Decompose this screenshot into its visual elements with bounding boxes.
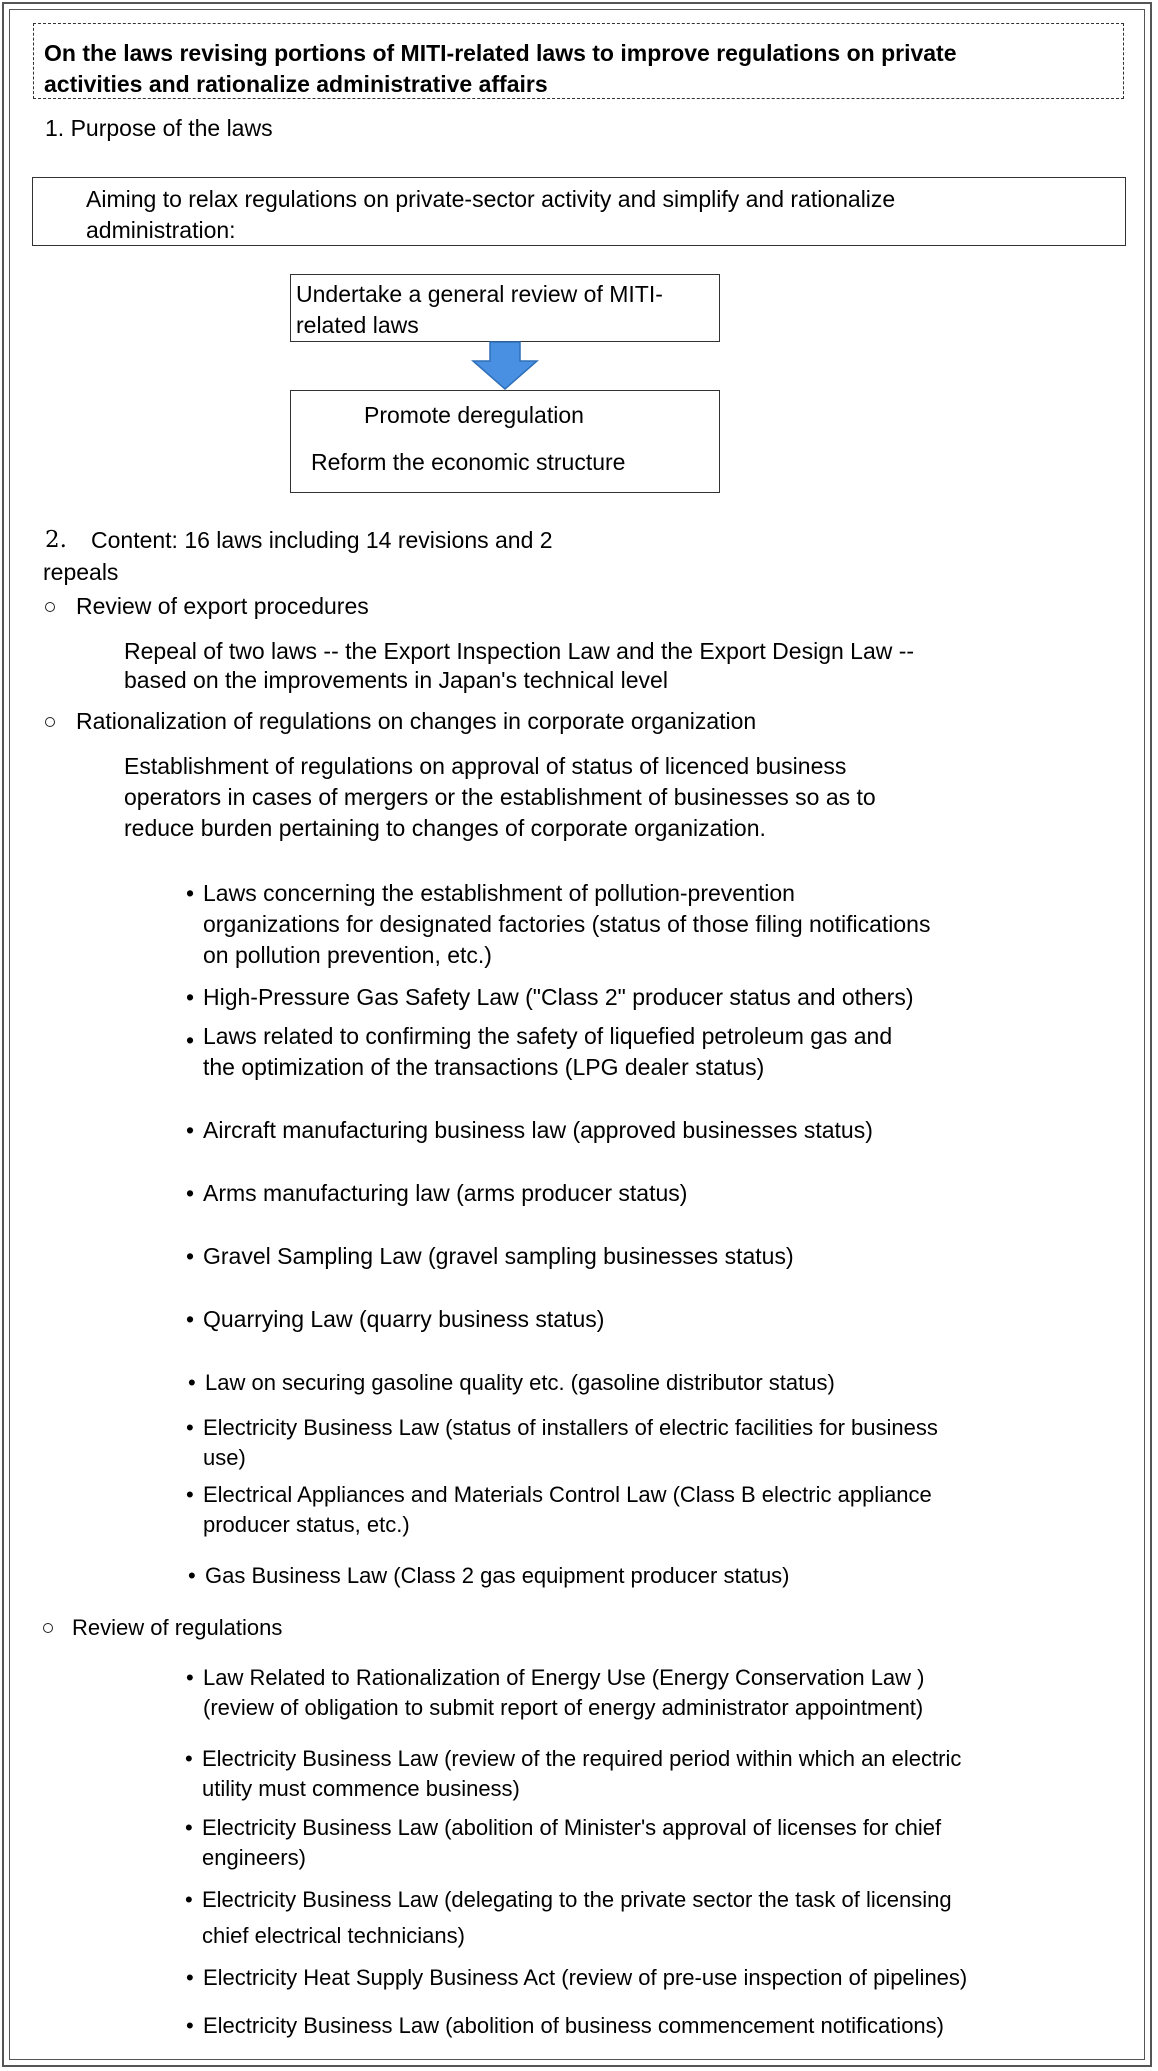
outcome-reform: Reform the economic structure xyxy=(311,449,626,475)
export-text-line-1: Repeal of two laws -- the Export Inspection Law and the Export Design Law -- xyxy=(124,638,915,664)
corporate-law-item xyxy=(186,1304,605,1335)
corporate-law-item xyxy=(186,1413,938,1473)
bullet-dot-icon: • xyxy=(185,1746,193,1771)
item-line: Electricity Business Law (status of installers of electric facilities for business xyxy=(203,1415,938,1440)
corporate-law-item xyxy=(186,878,931,971)
bullet-dot-icon: • xyxy=(186,1415,194,1440)
corporate-law-item xyxy=(188,1560,790,1591)
regulations-review-label: Review of regulations xyxy=(72,1615,283,1640)
export-review-label: Review of export procedures xyxy=(76,593,369,619)
title-line-1: On the laws revising portions of MITI-related laws to improve regulations on private xyxy=(44,40,957,66)
item-line: High-Pressure Gas Safety Law ("Class 2" producer status and others) xyxy=(203,984,914,1010)
item-line: Electrical Appliances and Materials Control Law (Class B electric appliance xyxy=(203,1482,932,1507)
regulation-law-item xyxy=(185,1882,952,1954)
bullet-dot-icon: • xyxy=(186,1965,194,1990)
item-line: Gravel Sampling Law (gravel sampling businesses status) xyxy=(203,1243,794,1269)
item-line: the optimization of the transactions (LPG dealer status) xyxy=(203,1054,765,1080)
section-2-number: 2. xyxy=(45,527,67,553)
bullet-dot-icon: • xyxy=(186,1243,195,1269)
item-line: Electricity Business Law (abolition of Minister's approval of licenses for chief xyxy=(202,1815,942,1840)
aim-line-2: administration: xyxy=(86,217,236,243)
bullet-dot-icon: • xyxy=(186,2013,194,2038)
item-line: Laws related to confirming the safety of liquefied petroleum gas and xyxy=(203,1023,893,1049)
item-line: Gas Business Law (Class 2 gas equipment producer status) xyxy=(205,1563,790,1588)
item-line: utility must commence business) xyxy=(202,1776,520,1801)
item-line: Aircraft manufacturing business law (approved businesses status) xyxy=(203,1117,873,1143)
circle-bullet-icon xyxy=(43,1623,53,1633)
item-line: Law on securing gasoline quality etc. (gasoline distributor status) xyxy=(205,1370,835,1395)
review-line-2: related laws xyxy=(296,312,419,338)
corporate-law-item xyxy=(186,982,914,1013)
down-arrow-icon xyxy=(470,341,540,391)
title-line-2: activities and rationalize administrative affairs xyxy=(44,71,548,97)
item-line: Quarrying Law (quarry business status) xyxy=(203,1306,605,1332)
bullet-dot-icon: • xyxy=(188,1370,196,1395)
document-title-box xyxy=(33,23,1124,99)
section-1-heading: 1. Purpose of the laws xyxy=(45,115,273,141)
circle-bullet-icon xyxy=(45,602,55,612)
bullet-dot-icon: • xyxy=(186,984,195,1010)
aim-box xyxy=(32,177,1126,246)
item-line: Arms manufacturing law (arms producer status) xyxy=(203,1180,688,1206)
outcome-deregulation: Promote deregulation xyxy=(364,402,584,428)
item-line: producer status, etc.) xyxy=(203,1512,410,1537)
corporate-law-item xyxy=(186,1480,932,1540)
item-line: on pollution prevention, etc.) xyxy=(203,942,492,968)
regulation-law-item xyxy=(186,1663,925,1723)
corporate-law-item xyxy=(186,1115,873,1146)
item-line: (review of obligation to submit report of energy administrator appointment) xyxy=(203,1695,924,1720)
general-review-box xyxy=(290,274,720,342)
regulation-law-item xyxy=(185,1744,962,1804)
corporate-text-line-2: operators in cases of mergers or the establishment of businesses so as to xyxy=(124,784,876,810)
corporate-law-item xyxy=(186,1241,794,1272)
section-2-heading-line-2: repeals xyxy=(43,559,119,585)
bullet-dot-icon: • xyxy=(186,1665,194,1690)
regulation-law-item xyxy=(185,1813,942,1873)
bullet-dot-icon: • xyxy=(186,1306,195,1332)
bullet-dot-icon: • xyxy=(186,880,195,906)
item-line: Laws concerning the establishment of pollution-prevention xyxy=(203,880,795,906)
corporate-law-item xyxy=(186,1021,893,1083)
corporate-text-line-3: reduce burden pertaining to changes of corporate organization. xyxy=(124,815,766,841)
bullet-dot-icon: • xyxy=(186,1180,195,1206)
corporate-law-item xyxy=(188,1367,835,1398)
section-2-heading-line-1: Content: 16 laws including 14 revisions and 2 xyxy=(91,527,553,553)
item-line: organizations for designated factories (status of those filing notifications xyxy=(203,911,931,937)
regulation-law-item xyxy=(186,1962,968,1993)
corporate-review-label: Rationalization of regulations on changes in corporate organization xyxy=(76,708,757,734)
item-line: Electricity Business Law (review of the required period within which an electric xyxy=(202,1746,962,1771)
item-line: Electricity Business Law (abolition of business commencement notifications) xyxy=(203,2013,944,2038)
item-line: engineers) xyxy=(202,1845,306,1870)
circle-bullet-icon xyxy=(45,717,55,727)
aim-line-1: Aiming to relax regulations on private-sector activity and simplify and rationalize xyxy=(86,186,896,212)
item-line: Electricity Business Law (delegating to the private sector the task of licensing xyxy=(202,1887,952,1912)
item-line: chief electrical technicians) xyxy=(202,1923,465,1948)
bullet-dot-icon: • xyxy=(185,1815,193,1840)
outcome-box xyxy=(290,390,720,493)
bullet-dot-icon: • xyxy=(186,1482,194,1507)
item-line: use) xyxy=(203,1445,246,1470)
bullet-dot-icon: • xyxy=(185,1887,193,1912)
bullet-dot-icon: • xyxy=(186,1117,195,1143)
bullet-dot-icon: • xyxy=(186,1027,195,1053)
corporate-text-line-1: Establishment of regulations on approval of status of licenced business xyxy=(124,753,847,779)
corporate-law-item xyxy=(186,1178,688,1209)
review-line-1: Undertake a general review of MITI- xyxy=(296,281,663,307)
item-line: Law Related to Rationalization of Energy Use (Energy Conservation Law ) xyxy=(203,1665,925,1690)
item-line: Electricity Heat Supply Business Act (review of pre-use inspection of pipelines) xyxy=(203,1965,968,1990)
bullet-dot-icon: • xyxy=(188,1563,196,1588)
export-text-line-2: based on the improvements in Japan's technical level xyxy=(124,667,668,693)
regulation-law-item xyxy=(186,2010,944,2041)
